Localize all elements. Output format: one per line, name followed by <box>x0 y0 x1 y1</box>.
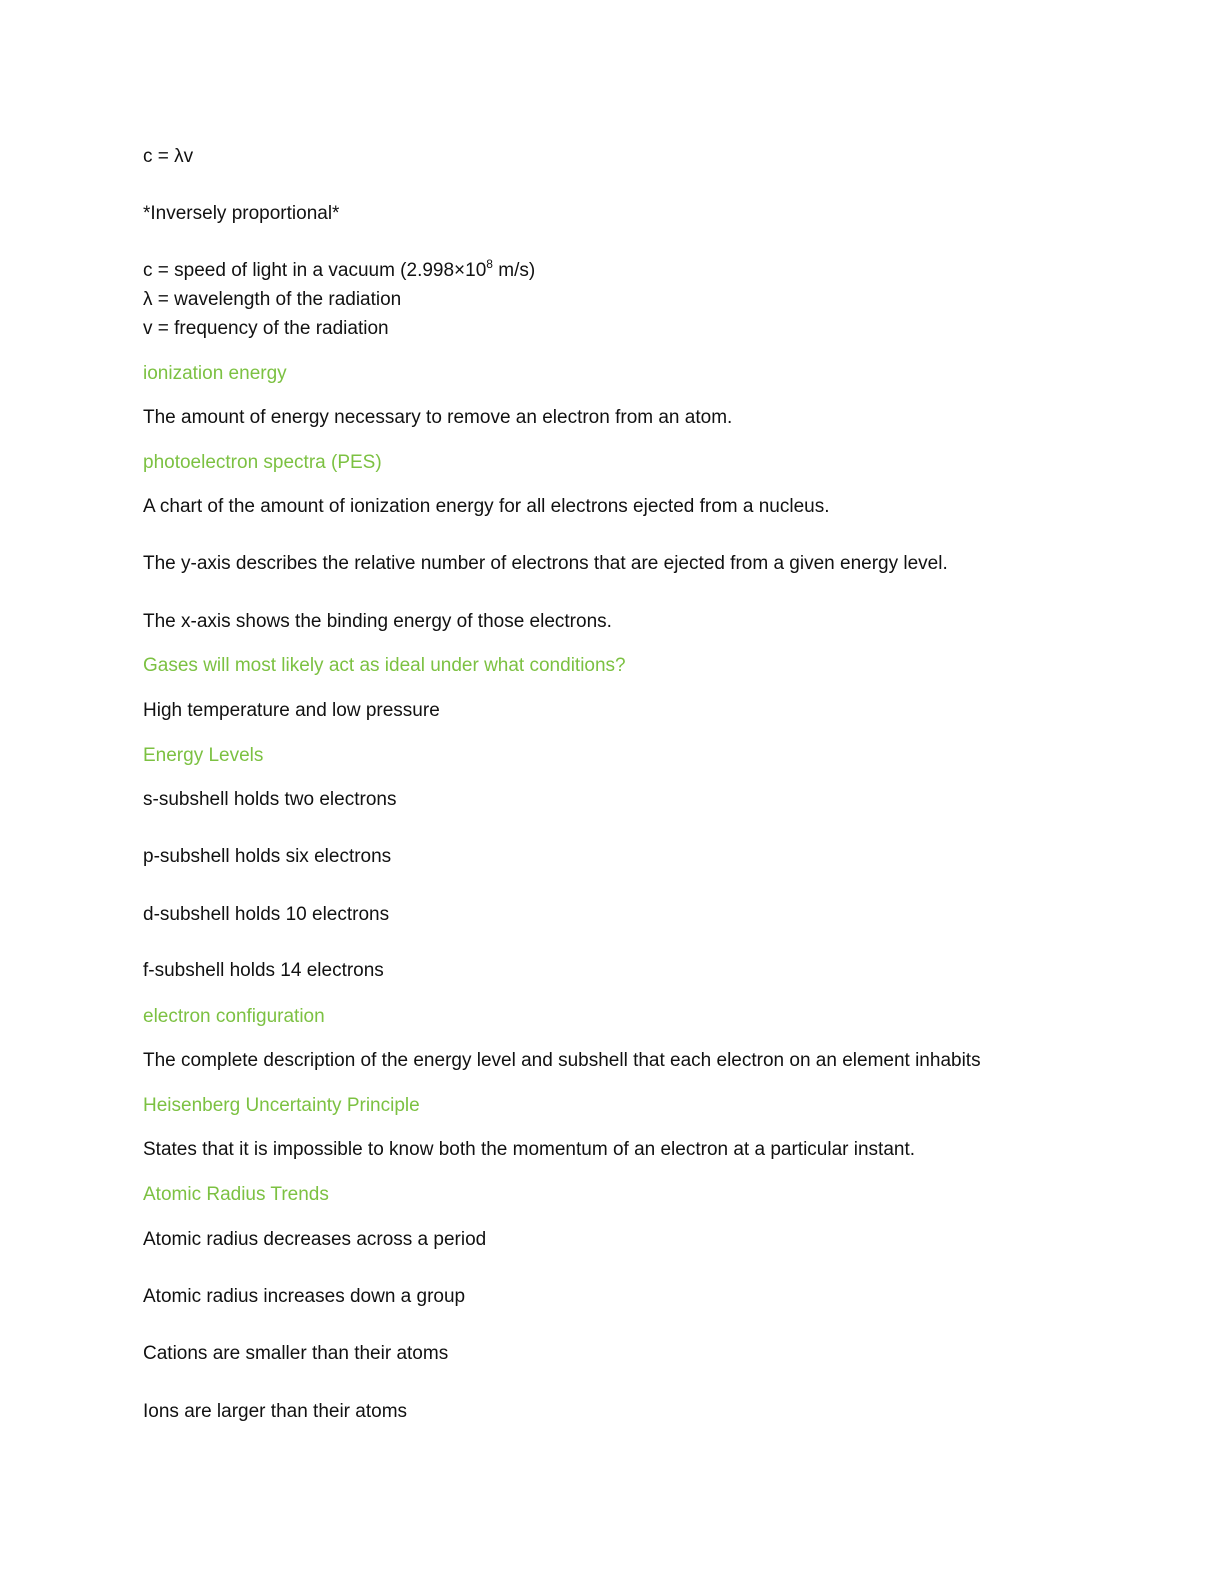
c-definition-exponent: 8 <box>486 256 493 271</box>
radius-down-group: Atomic radius increases down a group <box>143 1286 466 1307</box>
pes-y-axis: The y-axis describes the relative number of electrons that are ejected from a given energy level. <box>143 553 948 574</box>
lambda-definition: λ = wavelength of the radiation <box>143 289 402 310</box>
heading-electron-configuration: electron configuration <box>143 1006 325 1027</box>
heading-ideal-gas: Gases will most likely act as ideal under what conditions? <box>143 655 626 676</box>
heading-atomic-radius: Atomic Radius Trends <box>143 1184 329 1205</box>
heading-energy-levels: Energy Levels <box>143 745 264 766</box>
c-definition <box>143 256 536 283</box>
pes-definition: A chart of the amount of ionization energy for all electrons ejected from a nucleus. <box>143 496 830 517</box>
radius-across-period: Atomic radius decreases across a period <box>143 1229 487 1250</box>
wave-equation: c = λv <box>143 146 194 167</box>
pes-x-axis: The x-axis shows the binding energy of those electrons. <box>143 611 612 632</box>
heading-heisenberg: Heisenberg Uncertainty Principle <box>143 1095 420 1116</box>
heading-pes: photoelectron spectra (PES) <box>143 452 382 473</box>
c-definition-suffix: m/s) <box>492 260 536 281</box>
ions-larger: Ions are larger than their atoms <box>143 1401 408 1422</box>
s-subshell: s-subshell holds two electrons <box>143 789 397 810</box>
ideal-gas-answer: High temperature and low pressure <box>143 700 440 721</box>
v-definition: v = frequency of the radiation <box>143 318 389 339</box>
inverse-note: *Inversely proportional* <box>143 203 340 224</box>
p-subshell: p-subshell holds six electrons <box>143 846 392 867</box>
f-subshell: f-subshell holds 14 electrons <box>143 960 384 981</box>
d-subshell: d-subshell holds 10 electrons <box>143 904 390 925</box>
heading-ionization-energy: ionization energy <box>143 363 287 384</box>
heisenberg-definition: States that it is impossible to know both the momentum of an electron at a particular instant. <box>143 1139 916 1160</box>
c-definition-prefix: c = speed of light in a vacuum (2.998×10 <box>143 260 487 281</box>
cations-smaller: Cations are smaller than their atoms <box>143 1343 449 1364</box>
ionization-definition: The amount of energy necessary to remove an electron from an atom. <box>143 407 733 428</box>
electron-configuration-definition: The complete description of the energy level and subshell that each electron on an element inhabits <box>143 1050 981 1071</box>
